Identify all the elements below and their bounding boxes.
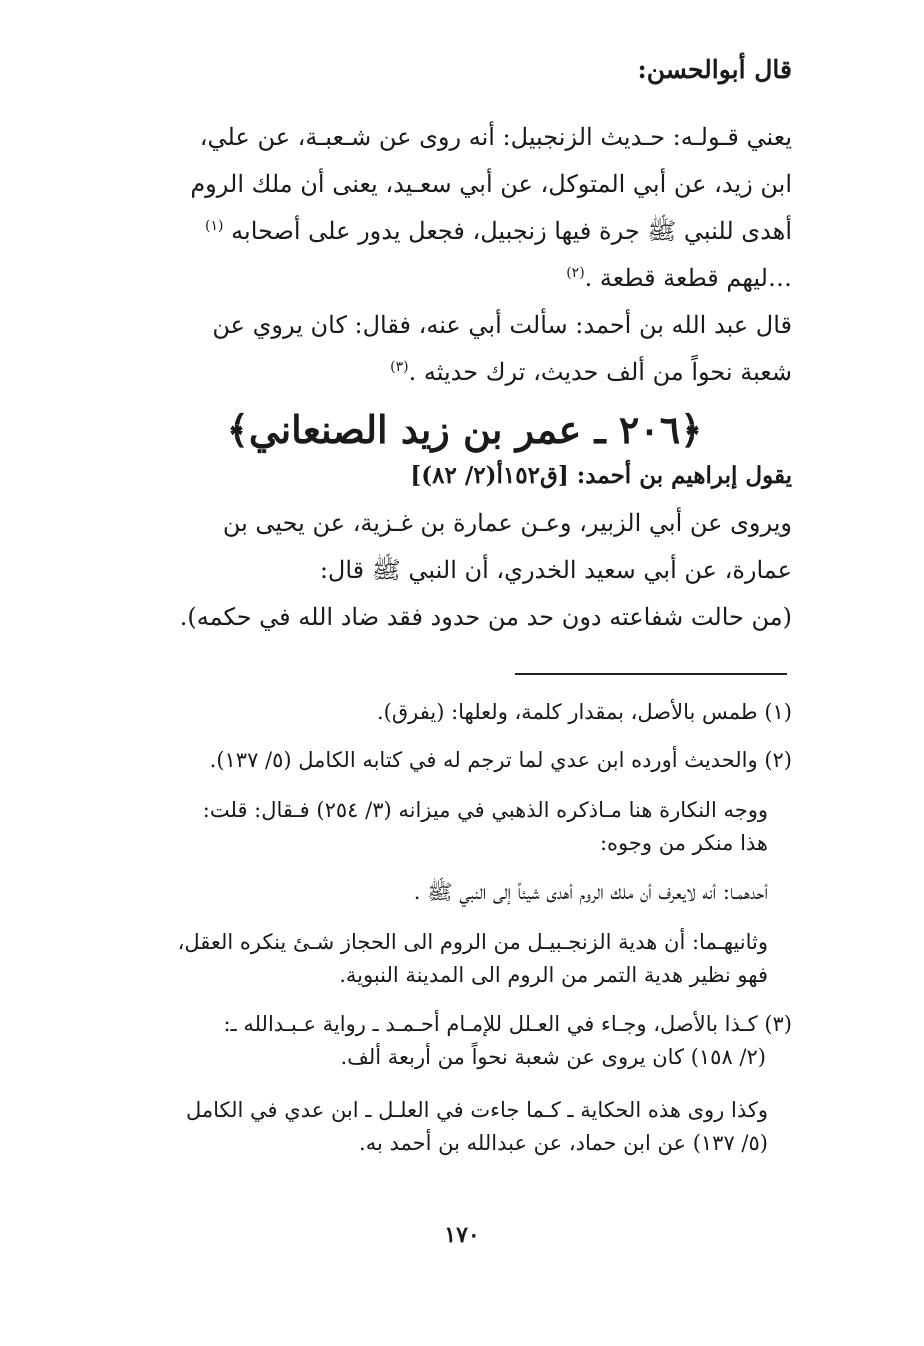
paragraph-line (137, 349, 792, 396)
paragraph-line: ابن زيد، عن أبي المتوكل، عن أبي سعـيد، يعنى أن ملك الروم (190, 170, 792, 198)
footnote-line: هذا منكر من وجوه: (599, 831, 768, 855)
paragraph-line-text: …ليهم قطعة قطعة . (584, 264, 792, 292)
footnote-2-paragraph: أحدهمـا: أنه لايعرف أن ملك الروم أهدى شيئاً إلى النبي ﷺ . (413, 880, 768, 904)
paragraph-line-text: أهدى للنبي ﷺ جرة فيها زنجبيل، فجعل يدور على أصحابه (231, 217, 792, 245)
paragraph-line: عمارة، عن أبي سعيد الخدري، أن النبي ﷺ قال: (319, 556, 792, 584)
paragraph-line: ويروى عن أبي الزبير، وعـن عمارة بن غـزية، عن يحيى بن (222, 509, 792, 537)
paragraph-1 (137, 114, 792, 302)
paragraph-line: يعني قـولـه: حـديث الزنجبيل: أنه روى عن شـعبـة، عن علي، (199, 123, 792, 151)
footnote-line: فهو نظير هدية التمر من الروم الى المدينة النبوية. (339, 963, 768, 987)
footnote-line: (٢/ ١٥٨) كان يروى عن شعبة نحواً من أربعة ألف. (340, 1045, 766, 1069)
paragraph-2 (137, 302, 792, 396)
paragraph-line-text: شعبة نحواً من ألف حديث، ترك حديثه . (408, 358, 792, 386)
entry-subheader: يقول إبراهيم بن أحمد: [ق١٥٢أ(٢/ ٨٢)] (410, 462, 792, 489)
footnote-line: (٥/ ١٣٧) عن ابن حماد، عن عبدالله بن أحمد به. (359, 1131, 768, 1155)
paragraph-line (137, 208, 792, 255)
footnote-line: ووجه النكارة هنا مـاذكره الذهبي في ميزانه (٣/ ٢٥٤) فـقال: قلت: (202, 798, 768, 822)
footnote-ref-1: (١) (205, 218, 224, 234)
footnote-line: وثانيهـما: أن هدية الزنجـبيـل من الروم الى الحجاز شـئ ينكره العقل، (177, 930, 768, 954)
footnote-2-paragraph (137, 926, 768, 992)
footnote-line: (٣) كـذا بالأصل، وجـاء في العـلل للإمـام أحـمـد ـ رواية عـبـدالله ـ: (223, 1012, 792, 1036)
paragraph-line: قال عبد الله بن أحمد: سألت أبي عنه، فقال: كان يروي عن (212, 311, 792, 339)
header-label: قال أبوالحسن: (637, 55, 792, 84)
footnote-3-paragraph (137, 1094, 768, 1160)
paragraph-3 (137, 500, 792, 641)
footnote-line: وكذا روى هذه الحكاية ـ كـما جاءت في العلـل ـ ابن عدي في الكامل (186, 1098, 768, 1122)
section-header (137, 48, 792, 92)
footnote-2: (٢) والحديث أورده ابن عدي لما ترجم له في كتابه الكامل (٥/ ١٣٧). (209, 748, 792, 772)
footnote-1: (١) طمس بالأصل، بمقدار كلمة، ولعلها: (يفرق). (376, 700, 792, 724)
footnote-2-paragraph (137, 794, 768, 860)
page-number: ١٧٠ (444, 1222, 480, 1248)
paragraph-line (137, 255, 792, 302)
footnote-3 (137, 1008, 792, 1074)
footnote-separator (515, 673, 787, 675)
footnote-ref-2: (٢) (566, 265, 585, 281)
entry-title: ﴿٢٠٦ ـ عمر بن زيد الصنعاني﴾ (226, 407, 703, 452)
paragraph-line: (من حالت شفاعته دون حد من حدود فقد ضاد الله في حكمه). (179, 603, 792, 631)
footnote-ref-3: (٣) (390, 359, 409, 375)
